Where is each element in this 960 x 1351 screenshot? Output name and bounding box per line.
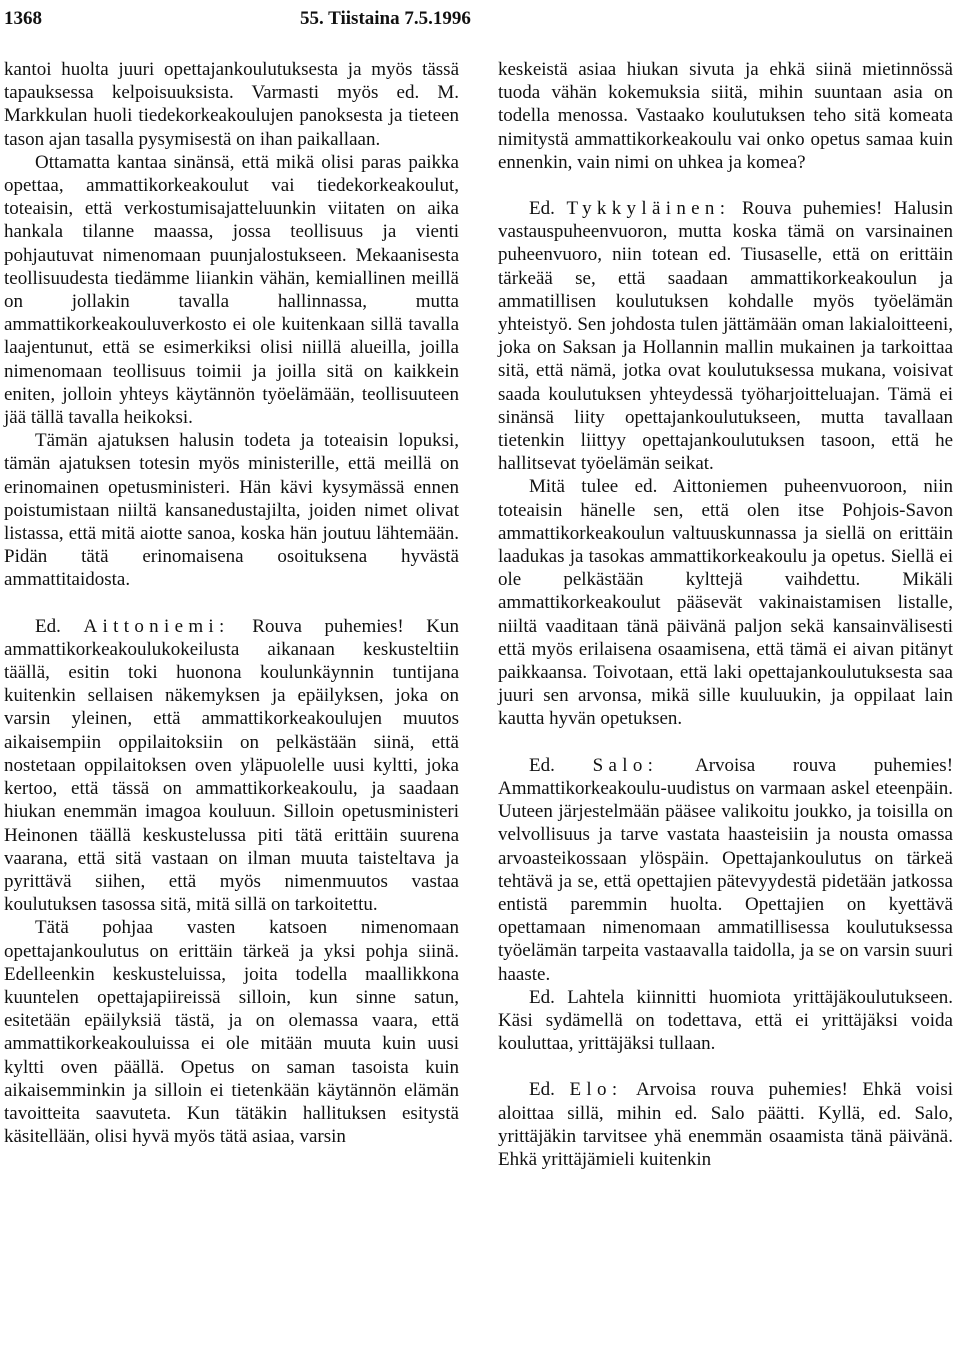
paragraph-text: Arvoisa rouva puhemies! Ehkä voisi aloittaa sillä, mihin ed. Salo päätti. Kyllä, ed. Salo, yrittäjäkin tarvitsee yhä enemmän osaamista tänä päivänä. Ehkä yrittäjämieli kuitenkin bbox=[498, 1079, 954, 1170]
speaker-prefix: Ed. bbox=[529, 754, 555, 776]
paragraph bbox=[498, 58, 953, 174]
left-column bbox=[4, 58, 459, 1148]
speech-paragraph bbox=[498, 754, 953, 986]
paragraph bbox=[4, 916, 459, 1148]
paragraph-text: keskeistä asiaa hiukan sivuta ja ehkä siinä mietinnössä tuoda vähän kokemuksia siitä, mihin suuntaan asia on todella menossa. Vastaako koulutuksen teho sitä komeata nimitystä ammattikorkeakoulu vai onko opetus samaa kuin ennenkin, vain nimi on uhkea ja komea? bbox=[498, 59, 953, 173]
paragraph-text: kantoi huolta juuri opettajankoulutuksesta ja myös tässä tapauksessa kelpoisuuksista. Varmasti myös ed. M. Markkulan huoli tiedekorkeakoulujen panoksesta ja tieteen tason ajan tasalla pysymisestä on ihan paikallaan. bbox=[4, 59, 459, 150]
speaker-prefix: Ed. bbox=[35, 615, 61, 637]
paragraph bbox=[4, 429, 459, 591]
speaker-prefix: Ed. bbox=[529, 1079, 555, 1101]
paragraph-text: Rouva puhemies! Halusin vastauspuheenvuoron, mutta koska tämä on varsinainen puheenvuoro, niin totean ed. Tiusaselle, että on erittäin tärkeää se, että saadaan ammattikorkeakoulun ja ammatillisen koulutuksen kohdalle myös työelämän yhteistyö. Sen johdosta tulen jättämään oman lakialoitteeni, joka on Saksan ja Hollannin mallin mukainen ja tarkoittaa sitä, että nämä, jotka ovat koulutuksessa mukana, voisivat saada koulutuksen yhteydessä työharjoitteluajan. Tämä ei sinänsä liity opettajankoulutukseen, mutta tavallaan tietenkin liittyy opettajankoulutuksen tasoon, että he hallitsevat työelämän seikat. bbox=[498, 198, 954, 475]
speech-paragraph bbox=[498, 1078, 953, 1171]
paragraph-text: Ottamatta kantaa sinänsä, että mikä olisi paras paikka opettaa, ammattikorkeakoulut vai tiedekorkeakoulut, toteaisin, että verkostumisajatteluunkin viitaten on aika hankala tilanne maassa, jossa teollisuus ja vienti pohjautuvat nimenomaan puunjalostukseen. Mekaanisesta teollisuudesta tiedämme liiankin vähän, kemiallinen meillä on jollakin tavalla hallinnassa, mutta ammattikorkeakouluverkosto ei ole kuitenkaan sillä tavalla laajentunut, että se esimerkiksi olisi niillä alueilla, joilla nimenomaan teollisuus toimii ja joilla sitä on kaikkein eniten, jolloin yhteys käytännön työelämään, teollisuuteen jää tällä tavalla heikoksi. bbox=[4, 151, 459, 429]
page-header bbox=[0, 6, 960, 32]
right-column bbox=[498, 58, 953, 1171]
speaker-name: Aittoniemi: bbox=[83, 615, 230, 637]
paragraph bbox=[498, 986, 953, 1056]
speech-paragraph bbox=[4, 615, 459, 917]
paragraph-text: Arvoisa rouva puhemies! Ammattikorkeakoulu-uudistus on varmaan askel eteenpäin. Uuteen järjestelmään pääsee valikoitu joukko, ja toisilla on velvollisuus ja tarve vastata haasteisiin ja nousta omassa arvoasteikossaan ylöspäin. Opettajankoulutus on tärkeä tehtävä ja se, että opettajien pätevyydestä pidetään jatkossa entistä paremmin huolta. Opettajien on kyettävä opettamaan nimenomaan ammatillisessa koulutuksessa työelämän tarpeita vastaavalla taidolla, ja se on varsin suuri haaste. bbox=[498, 754, 954, 985]
paragraph-text: Rouva puhemies! Kun ammattikorkeakoulukokeilusta aikanaan keskusteltiin täällä, esitin toki huonona koulunkäynnin tuntijana kuitenkin sellaisen näkemyksen ja epäilyksen, joka on varsin yleinen, että ammattikorkeakoulujen muutos aikaisempiin oppilaitoksiin on pelkästään siinä, että nostetaan oppilaitoksen oven yläpuolelle uusi kyltti, joka kertoo, että tässä on ammattikorkeakoulu, ja saadaan hiukan enemmän imagoa kouluun. Silloin opetusministeri Heinonen täällä keskustelussa piti tätä erittäin suurena vaarana, että sitä vastaan on ilman muuta taisteltava ja pyrittävä siihen, että myös nimenmuutos vastaa koulutuksen tasossa sitä, mitä sillä on tarkoitettu. bbox=[4, 615, 460, 916]
speaker-name: Salo: bbox=[592, 754, 659, 776]
speaker-prefix: Ed. bbox=[529, 198, 555, 220]
paragraph-text: Tätä pohjaa vasten katsoen nimenomaan opettajankoulutus on erittäin tärkeä ja yksi pohja siinä. Edelleenkin keskusteluissa, joita todella maallikkona kuuntelen opettajapiireissä silloin, kun sinne satun, esitetään epäilyksiä tästä, ja on olemassa vaara, että ammattikorkeakouluissa ei ole mitään muuta kuin uusi kyltti oven päällä. Opetus on saman tasoista kuin aikaisemminkin ja silloin ei tietenkään käytännön elämän tavoitteita saavuteta. Kun tätäkin hallituksen esitystä käsitellään, olisi hyvä myös tätä asiaa, varsin bbox=[4, 917, 459, 1148]
speech-paragraph bbox=[498, 197, 953, 475]
paragraph bbox=[4, 151, 459, 429]
speaker-name: Tykkyläinen: bbox=[566, 198, 731, 220]
page-number: 1368 bbox=[4, 8, 42, 29]
paragraph bbox=[498, 475, 953, 730]
paragraph-text: Mitä tulee ed. Aittoniemen puheenvuoroon, niin toteaisin hänelle sen, että olen itse Pohjois-Savon ammattikorkeakoulun valtuuskunnassa ja siellä on erittäin laadukas ja tasokas ammattikorkeakoulu ja opetus. Siellä ei ole pelkästään kylttejä vaihdettu. Mikäli ammattikorkeakoulut pääsevät vakinaistamisen listalle, niiltä vaaditaan tänä päivänä paljon sekä kansainvälisesti että myös erilaisena osaamisena, että tämä ei aivan pitänyt paikkaansa. Toivotaan, että laki opettajankoulutuksesta saa juuri sen arvonsa, mikä sille kuuluukin, ja oppilaat lain kautta hyvän opetuksen. bbox=[498, 476, 953, 730]
paragraph-text: Tämän ajatuksen halusin todeta ja toteaisin lopuksi, tämän ajatuksen totesin myös ministerille, että meillä on erinomainen opetusministeri. Hän kävi kysymässä ennen poistumistaan niiltä kansanedustajilta, joiden nimet olivat listassa, että mitä aiotte sanoa, koska hän joutuu lähtemään. Pidän tätä erinomaisena osoituksena hyvästä ammattitaidosta. bbox=[4, 430, 459, 591]
paragraph bbox=[4, 58, 459, 151]
session-date-title: 55. Tiistaina 7.5.1996 bbox=[300, 8, 471, 29]
speaker-name: Elo: bbox=[569, 1079, 623, 1101]
paragraph-text: Ed. Lahtela kiinnitti huomiota yrittäjäkoulutukseen. Käsi sydämellä on todettava, että ei yrittäjäksi voida kouluttaa, yrittäjäksi tullaan. bbox=[498, 986, 953, 1055]
